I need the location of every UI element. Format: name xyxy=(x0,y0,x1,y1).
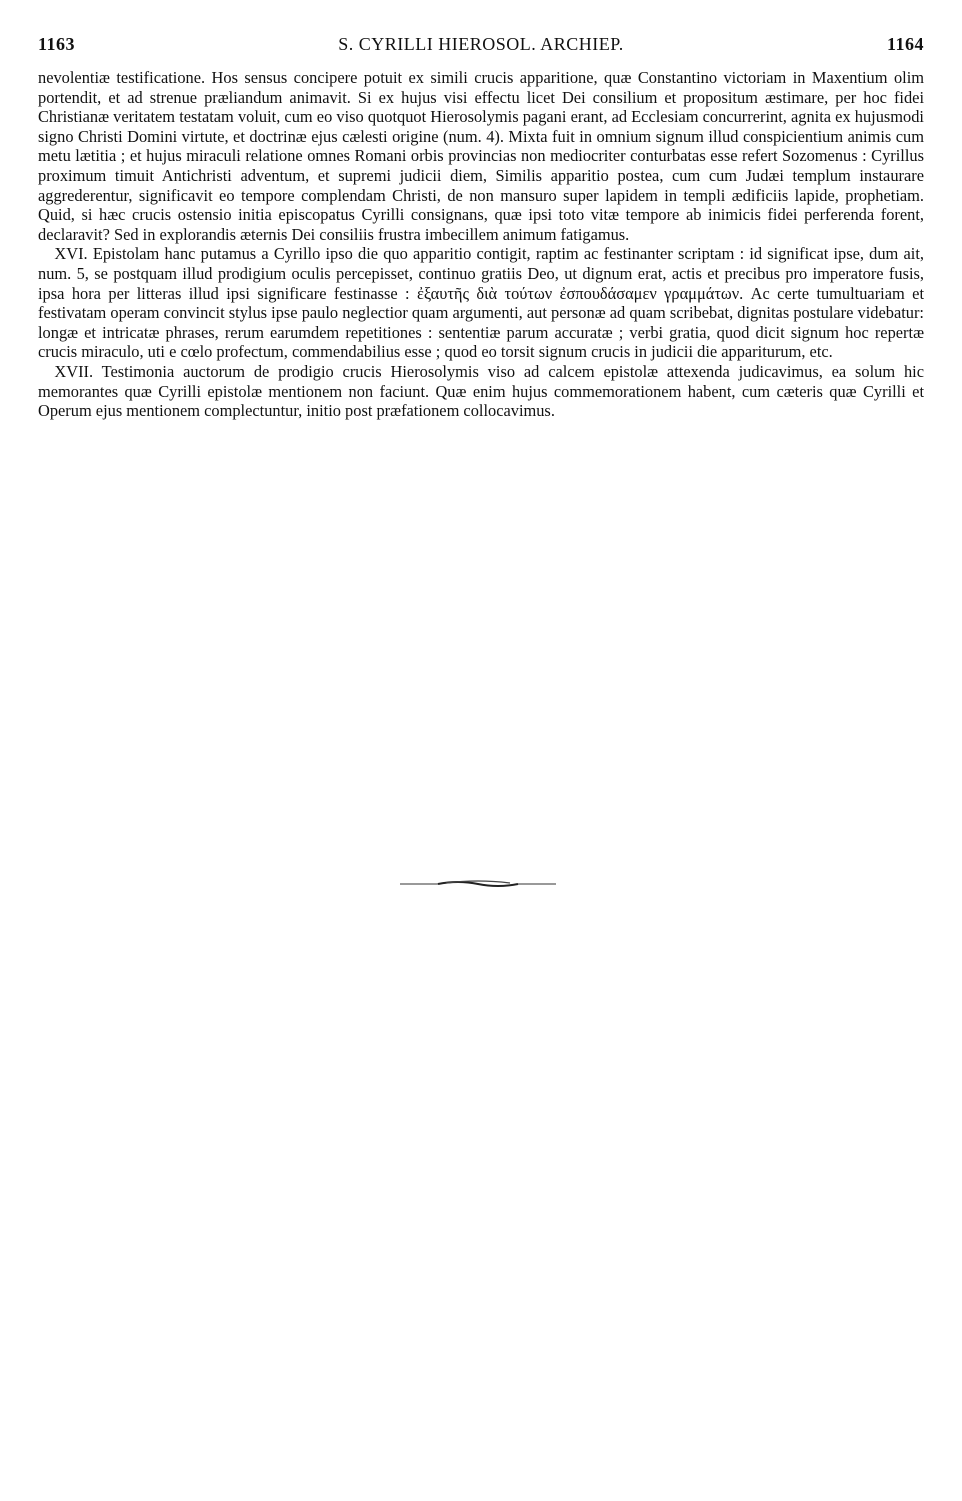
section-number: XVII. xyxy=(54,361,94,381)
section-text: Epistolam hanc putamus a Cyrillo ipso die quo apparitio contigit, raptim ac festinanter scriptam : id significat ipse, dum ait, num. 5, se postquam illud prodigium oculis percepisset, continuo gratiis Deo, ut dignum erat, actis et precibus pro imperatore fusis, ipsa hora per litteras illud ipsi significare festinasse : ἐξαυτῆς διὰ τούτων ἐσπουδάσαμεν γραμμάτων. Ac certe tumultuariam et festivatam operam convincit stylus ipse paulo neglectior quam argumenti, aut personæ ad quam scribebat, dignitas postulare videbatur: longæ et intricatæ phrases, rerum earumdem repetitiones : sententiæ parum accuratæ ; verbi gratia, quod dicit signum hoc repertæ crucis miraculo, uti e cœlo profectum, commendabilius esse ; quod eo torsit signum crucis in judicii die appariturum, etc. xyxy=(38,244,924,362)
column-number-right: 1164 xyxy=(886,34,924,54)
running-title: S. CYRILLI HIEROSOL. ARCHIEP. xyxy=(338,34,624,54)
section-xvi xyxy=(38,244,924,362)
body-text xyxy=(38,68,924,421)
section-text: Testimonia auctorum de prodigio crucis Hierosolymis viso ad calcem epistolæ attexenda judicavimus, ea solum hic memorantes quæ Cyrilli epistolæ mentionem non faciunt. Quæ enim hujus commemorationem habent, cum cæteris quæ Cyrilli et Operum ejus mentionem complectuntur, initio post præfationem collocavimus. xyxy=(38,361,924,421)
section-xvii xyxy=(38,362,924,421)
column-number-left: 1163 xyxy=(38,34,76,54)
end-ornament xyxy=(398,880,558,888)
section-number: XVI. xyxy=(54,244,88,264)
running-header xyxy=(38,34,924,58)
paragraph-continuation: nevolentiæ testificatione. Hos sensus concipere potuit ex simili crucis apparitione, quæ Constantino victoriam in Maxentium olim portendit, et ad strenue præliandum animavit. Si ex hujus visi effectu licet Dei consilium et propositum æstimare, per hoc fidei Christianæ veritatem testatam voluit, cum eo viso quotquot Hierosolymis pagani erant, ad Ecclesiam concurrerint, agnita ex hujusmodi signo Christi Domini virtute, et doctrinæ ejus cælesti origine (num. 4). Mixta fuit in omnium signum illud conspicientium animis cum metu lætitia ; et hujus miraculi relatione omnes Romani orbis provincias non mediocriter conturbatas esse refert Sozomenus : Cyrillus proximum timuit Antichristi adventum, et supremi judicii diem, Similis apparitio postea, cum cum Judæi templum instaurare aggrederentur, significavit eo tempore complendam Christi, de non mansuro super lapidem in templi ædificiis lapide, prophetiam. Quid, si hæc crucis ostensio initia episcopatus Cyrilli consignans, quæ ipsi toto vitæ tempore ab inimicis fidei perferenda forent, declaravit? Sed in explorandis æternis Dei consiliis frustra imbecillem animum fatigamus. xyxy=(38,68,924,244)
